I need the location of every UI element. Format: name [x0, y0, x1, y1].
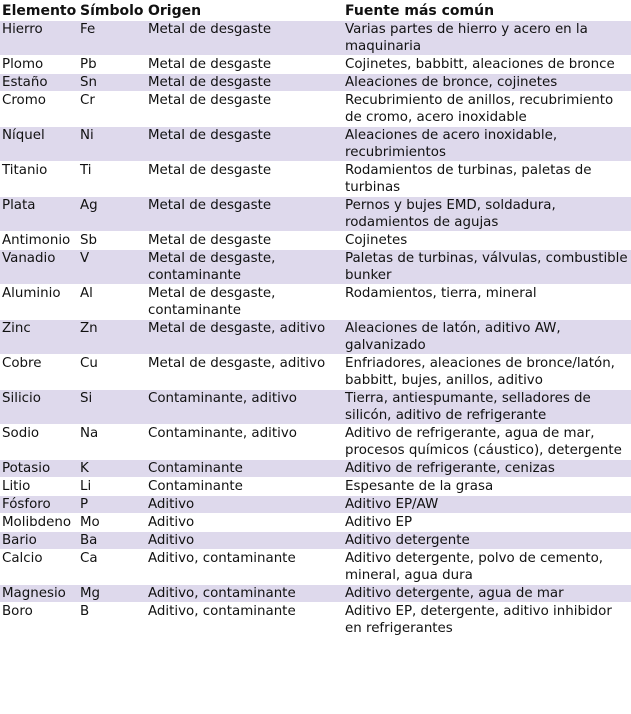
cell-symbol: Fe — [78, 21, 146, 56]
table-row — [0, 127, 631, 162]
cell-source: Aditivo de refrigerante, cenizas — [343, 460, 631, 478]
table-row — [0, 232, 631, 250]
cell-source: Aditivo EP, detergente, aditivo inhibidor en refrigerantes — [343, 603, 631, 638]
table-row — [0, 585, 631, 603]
cell-origin: Aditivo — [146, 532, 343, 550]
table-header — [0, 0, 631, 21]
cell-element: Níquel — [0, 127, 78, 162]
cell-symbol: P — [78, 496, 146, 514]
cell-symbol: Al — [78, 285, 146, 320]
table-row — [0, 250, 631, 285]
cell-symbol: Cu — [78, 355, 146, 390]
cell-element: Litio — [0, 478, 78, 496]
cell-source: Recubrimiento de anillos, recubrimiento de cromo, acero inoxidable — [343, 92, 631, 127]
cell-source: Paletas de turbinas, válvulas, combustible bunker — [343, 250, 631, 285]
cell-symbol: K — [78, 460, 146, 478]
header-origin: Origen — [146, 0, 343, 21]
cell-origin: Metal de desgaste — [146, 74, 343, 92]
cell-source: Aleaciones de latón, aditivo AW, galvanizado — [343, 320, 631, 355]
cell-symbol: B — [78, 603, 146, 638]
cell-origin: Metal de desgaste, contaminante — [146, 250, 343, 285]
cell-element: Estaño — [0, 74, 78, 92]
cell-element: Sodio — [0, 425, 78, 460]
cell-source: Espesante de la grasa — [343, 478, 631, 496]
header-source: Fuente más común — [343, 0, 631, 21]
cell-source: Aleaciones de acero inoxidable, recubrimientos — [343, 127, 631, 162]
cell-symbol: Mg — [78, 585, 146, 603]
cell-symbol: V — [78, 250, 146, 285]
table-row — [0, 355, 631, 390]
cell-origin: Aditivo, contaminante — [146, 550, 343, 585]
table-row — [0, 425, 631, 460]
cell-origin: Aditivo, contaminante — [146, 603, 343, 638]
cell-element: Cromo — [0, 92, 78, 127]
cell-origin: Aditivo, contaminante — [146, 585, 343, 603]
cell-element: Vanadio — [0, 250, 78, 285]
cell-origin: Contaminante — [146, 478, 343, 496]
header-element: Elemento — [0, 0, 78, 21]
cell-source: Aditivo detergente — [343, 532, 631, 550]
header-row — [0, 0, 631, 21]
cell-symbol: Ba — [78, 532, 146, 550]
cell-origin: Metal de desgaste — [146, 92, 343, 127]
cell-symbol: Sb — [78, 232, 146, 250]
cell-source: Aditivo EP/AW — [343, 496, 631, 514]
table-row — [0, 603, 631, 638]
cell-origin: Aditivo — [146, 496, 343, 514]
cell-origin: Contaminante, aditivo — [146, 390, 343, 425]
cell-origin: Contaminante — [146, 460, 343, 478]
cell-origin: Contaminante, aditivo — [146, 425, 343, 460]
cell-element: Titanio — [0, 162, 78, 197]
cell-element: Plata — [0, 197, 78, 232]
cell-symbol: Ca — [78, 550, 146, 585]
cell-symbol: Ti — [78, 162, 146, 197]
cell-origin: Metal de desgaste — [146, 21, 343, 56]
cell-symbol: Pb — [78, 56, 146, 74]
table-row — [0, 74, 631, 92]
cell-origin: Metal de desgaste — [146, 162, 343, 197]
cell-symbol: Ni — [78, 127, 146, 162]
table-row — [0, 162, 631, 197]
cell-element: Cobre — [0, 355, 78, 390]
cell-source: Cojinetes — [343, 232, 631, 250]
cell-symbol: Li — [78, 478, 146, 496]
cell-element: Bario — [0, 532, 78, 550]
cell-element: Calcio — [0, 550, 78, 585]
cell-symbol: Zn — [78, 320, 146, 355]
table-row — [0, 550, 631, 585]
cell-origin: Metal de desgaste — [146, 232, 343, 250]
header-symbol: Símbolo — [78, 0, 146, 21]
table-row — [0, 478, 631, 496]
table-row — [0, 92, 631, 127]
cell-element: Potasio — [0, 460, 78, 478]
table-row — [0, 532, 631, 550]
cell-source: Aditivo EP — [343, 514, 631, 532]
table-row — [0, 460, 631, 478]
cell-source: Pernos y bujes EMD, soldadura, rodamientos de agujas — [343, 197, 631, 232]
cell-source: Rodamientos, tierra, mineral — [343, 285, 631, 320]
cell-origin: Metal de desgaste, aditivo — [146, 355, 343, 390]
cell-source: Cojinetes, babbitt, aleaciones de bronce — [343, 56, 631, 74]
cell-element: Plomo — [0, 56, 78, 74]
cell-source: Aditivo detergente, polvo de cemento, mineral, agua dura — [343, 550, 631, 585]
cell-element: Fósforo — [0, 496, 78, 514]
cell-symbol: Cr — [78, 92, 146, 127]
cell-element: Silicio — [0, 390, 78, 425]
cell-element: Aluminio — [0, 285, 78, 320]
cell-element: Hierro — [0, 21, 78, 56]
cell-symbol: Ag — [78, 197, 146, 232]
table-row — [0, 514, 631, 532]
table-row — [0, 320, 631, 355]
cell-origin: Metal de desgaste — [146, 56, 343, 74]
cell-symbol: Na — [78, 425, 146, 460]
table-row — [0, 285, 631, 320]
cell-origin: Metal de desgaste, contaminante — [146, 285, 343, 320]
cell-source: Aditivo de refrigerante, agua de mar, procesos químicos (cáustico), detergente — [343, 425, 631, 460]
cell-source: Enfriadores, aleaciones de bronce/latón, babbitt, bujes, anillos, aditivo — [343, 355, 631, 390]
cell-symbol: Sn — [78, 74, 146, 92]
cell-element: Boro — [0, 603, 78, 638]
cell-element: Molibdeno — [0, 514, 78, 532]
table-row — [0, 197, 631, 232]
cell-symbol: Mo — [78, 514, 146, 532]
table-row — [0, 496, 631, 514]
cell-source: Aleaciones de bronce, cojinetes — [343, 74, 631, 92]
cell-element: Magnesio — [0, 585, 78, 603]
table-row — [0, 390, 631, 425]
cell-element: Zinc — [0, 320, 78, 355]
table-body — [0, 21, 631, 638]
cell-source: Tierra, antiespumante, selladores de silicón, aditivo de refrigerante — [343, 390, 631, 425]
cell-source: Rodamientos de turbinas, paletas de turbinas — [343, 162, 631, 197]
cell-symbol: Si — [78, 390, 146, 425]
cell-origin: Metal de desgaste — [146, 127, 343, 162]
cell-origin: Metal de desgaste, aditivo — [146, 320, 343, 355]
cell-source: Aditivo detergente, agua de mar — [343, 585, 631, 603]
table-row — [0, 56, 631, 74]
table-row — [0, 21, 631, 56]
cell-origin: Metal de desgaste — [146, 197, 343, 232]
cell-origin: Aditivo — [146, 514, 343, 532]
cell-source: Varias partes de hierro y acero en la maquinaria — [343, 21, 631, 56]
cell-element: Antimonio — [0, 232, 78, 250]
